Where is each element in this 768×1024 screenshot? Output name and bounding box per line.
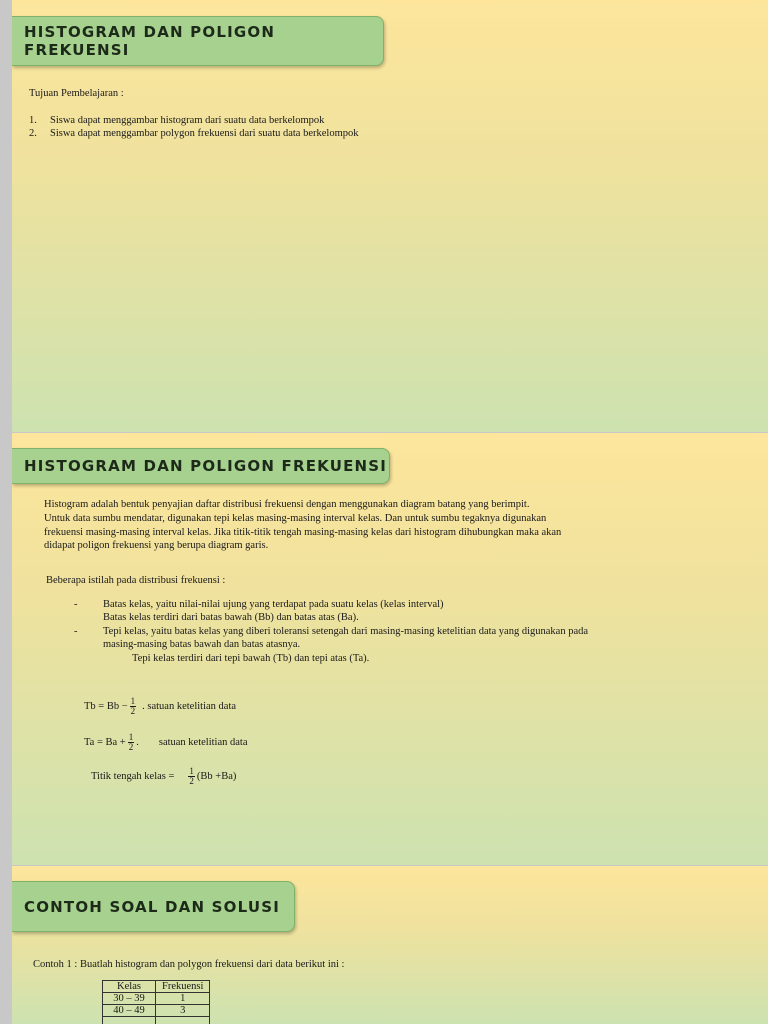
slide-2-title: HISTOGRAM DAN POLIGON FREKUENSI xyxy=(24,457,388,475)
bullet-marker-1: - xyxy=(74,599,78,610)
term-batas-kelas-line-2: Batas kelas terdiri dari batas bawah (Bb) dan batas atas (Ba). xyxy=(103,612,359,623)
slide-3-title: CONTOH SOAL DAN SOLUSI xyxy=(24,897,280,916)
fraction-half: $\frac{1}{2}$ xyxy=(130,696,136,716)
definition-line-4: didapat poligon frekuensi yang berupa diagram garis. xyxy=(44,540,269,551)
slide-2 xyxy=(12,433,768,865)
objective-2-number: 2. xyxy=(29,128,37,139)
table-cell: 30 – 39 xyxy=(103,993,156,1005)
table-row xyxy=(103,1017,210,1024)
frequency-table xyxy=(102,980,210,1024)
fraction-half: $\frac{1}{2}$ xyxy=(189,766,194,786)
term-tepi-kelas-line-1: Tepi kelas, yaitu batas kelas yang diberi toleransi setengah dari masing-masing ketelitian data yang digunakan pada xyxy=(103,626,589,637)
term-tepi-kelas-line-2: masing-masing batas bawah dan batas atasnya. xyxy=(103,639,301,650)
fraction-half: $\frac{1}{2}$ xyxy=(128,732,134,752)
objective-2-text: Siswa dapat menggambar polygon frekuensi dari suatu data berkelompok xyxy=(50,128,359,139)
table-header-row xyxy=(103,981,210,993)
example-1-prompt: Contoh 1 : Buatlah histogram dan polygon frekuensi dari data berikut ini : xyxy=(33,959,345,970)
definition-line-3: frekuensi masing-masing interval kelas. Jika titik-titik tengah masing-masing kelas dari histogram dihubungkan maka akan xyxy=(44,527,562,538)
term-tepi-kelas-line-3: Tepi kelas terdiri dari tepi bawah (Tb) dan tepi atas (Ta). xyxy=(132,653,370,664)
slide-3 xyxy=(12,866,768,1024)
bullet-marker-2: - xyxy=(74,626,78,637)
objectives-label: Tujuan Pembelajaran : xyxy=(29,88,124,99)
table-cell: 40 – 49 xyxy=(103,1005,156,1017)
objective-1-number: 1. xyxy=(29,115,37,126)
table-cell: 3 xyxy=(156,1005,210,1017)
formula-tepi-bawah: Tb = Bb − $\frac{1}{2}$ . satuan ketelitian data xyxy=(84,696,237,716)
terms-intro: Beberapa istilah pada distribusi frekuensi : xyxy=(46,575,226,586)
term-batas-kelas-line-1: Batas kelas, yaitu nilai-nilai ujung yang terdapat pada suatu kelas (kelas interval) xyxy=(103,599,444,610)
column-header-frekuensi: Frekuensi xyxy=(156,981,210,993)
table-row xyxy=(103,993,210,1005)
table-cell xyxy=(103,1017,156,1024)
slide-2-title-banner xyxy=(12,448,390,484)
formula-titik-tengah: Titik tengah kelas = $\frac{1}{2}$ (Bb +Ba) xyxy=(91,766,237,786)
table-cell xyxy=(156,1017,210,1024)
slide-1-title-banner xyxy=(12,16,384,66)
formula-tepi-atas: Ta = Ba + $\frac{1}{2}$ . satuan ketelitian data xyxy=(84,732,248,752)
table-cell: 1 xyxy=(156,993,210,1005)
definition-line-1: Histogram adalah bentuk penyajian daftar distribusi frekuensi dengan menggunakan diagram batang yang berimpit. xyxy=(44,499,530,510)
column-header-kelas: Kelas xyxy=(103,981,156,993)
slide-3-title-banner xyxy=(12,881,295,932)
slide-1-title: HISTOGRAM DAN POLIGON FREKUENSI xyxy=(24,23,276,59)
slide-1 xyxy=(12,0,768,432)
table-row xyxy=(103,1005,210,1017)
objective-1-text: Siswa dapat menggambar histogram dari suatu data berkelompok xyxy=(50,115,325,126)
definition-line-2: Untuk data sumbu mendatar, digunakan tepi kelas masing-masing interval kelas. Dan untuk sumbu tegaknya digunakan xyxy=(44,513,547,524)
